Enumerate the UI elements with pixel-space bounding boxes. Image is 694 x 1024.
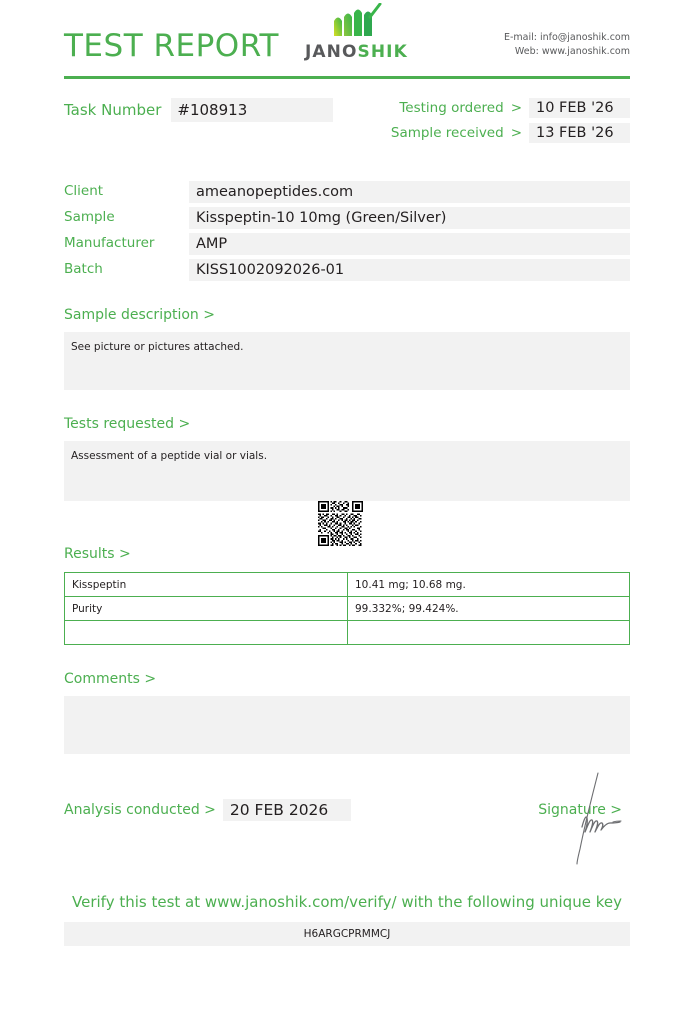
signature-image [564, 771, 634, 870]
analysis-conducted-label: Analysis conducted > [64, 802, 216, 818]
testing-ordered-row [391, 98, 630, 118]
result-name [65, 621, 348, 645]
table-row [65, 621, 630, 645]
result-name: Kisspeptin [65, 573, 348, 597]
comments-box [64, 696, 630, 754]
manufacturer-label: Manufacturer [64, 235, 155, 251]
tests-requested-title: Tests requested > [64, 416, 191, 432]
table-row [65, 573, 630, 597]
results-table [64, 572, 630, 645]
date-group [391, 98, 630, 148]
verify-text: Verify this test at www.janoshik.com/verify/ with the following unique key [72, 893, 622, 911]
batch-value: KISS1002092026-01 [189, 259, 630, 281]
info-row-client [64, 181, 630, 203]
page-title: TEST REPORT [64, 28, 279, 64]
janoshik-logo [305, 3, 408, 61]
logo-wordmark-green: SHIK [357, 42, 408, 62]
result-name: Purity [65, 597, 348, 621]
result-value: 99.332%; 99.424%. [348, 597, 630, 621]
qr-code-icon [318, 501, 363, 550]
client-value: ameanopeptides.com [189, 181, 630, 203]
bar-chart-logo-icon [330, 3, 382, 41]
client-label: Client [64, 183, 104, 199]
caret-icon: > [510, 100, 522, 116]
task-number-label: Task Number [64, 101, 162, 119]
task-row [64, 98, 630, 148]
info-row-batch [64, 259, 630, 281]
testing-ordered-label: Testing ordered [399, 100, 504, 116]
analysis-conducted-value: 20 FEB 2026 [223, 799, 351, 821]
manufacturer-value: AMP [189, 233, 630, 255]
contact-info [504, 31, 630, 60]
header-divider [64, 76, 630, 79]
batch-label: Batch [64, 261, 103, 277]
sample-received-label: Sample received [390, 125, 504, 141]
results-header [64, 521, 630, 565]
info-row-sample [64, 207, 630, 229]
sample-description-title: Sample description > [64, 307, 215, 323]
sample-received-value: 13 FEB '26 [529, 123, 630, 143]
result-value: 10.41 mg; 10.68 mg. [348, 573, 630, 597]
caret-icon: > [510, 125, 522, 141]
table-row [65, 597, 630, 621]
task-number-group [64, 98, 333, 122]
sample-description-box: See picture or pictures attached. [64, 332, 630, 390]
info-row-manufacturer [64, 233, 630, 255]
logo-wordmark [305, 44, 408, 61]
sample-label: Sample [64, 209, 115, 225]
task-number-value: #108913 [171, 98, 333, 122]
comments-title: Comments > [64, 671, 157, 687]
report-header [64, 0, 630, 62]
signature-label: Signature > [538, 802, 622, 818]
logo-wordmark-dark: JANO [304, 42, 358, 62]
contact-web: Web: www.janoshik.com [514, 46, 630, 58]
sample-value: Kisspeptin-10 10mg (Green/Silver) [189, 207, 630, 229]
analysis-row [64, 799, 630, 821]
contact-email: E-mail: info@janoshik.com [503, 31, 630, 43]
testing-ordered-value: 10 FEB '26 [529, 98, 630, 118]
tests-requested-box: Assessment of a peptide vial or vials. [64, 441, 630, 501]
result-value [348, 621, 630, 645]
sample-received-row [391, 123, 630, 143]
sample-info-block [64, 181, 630, 281]
unique-key-value: H6ARGCPRMMCJ [64, 922, 630, 946]
results-title: Results > [64, 546, 131, 562]
